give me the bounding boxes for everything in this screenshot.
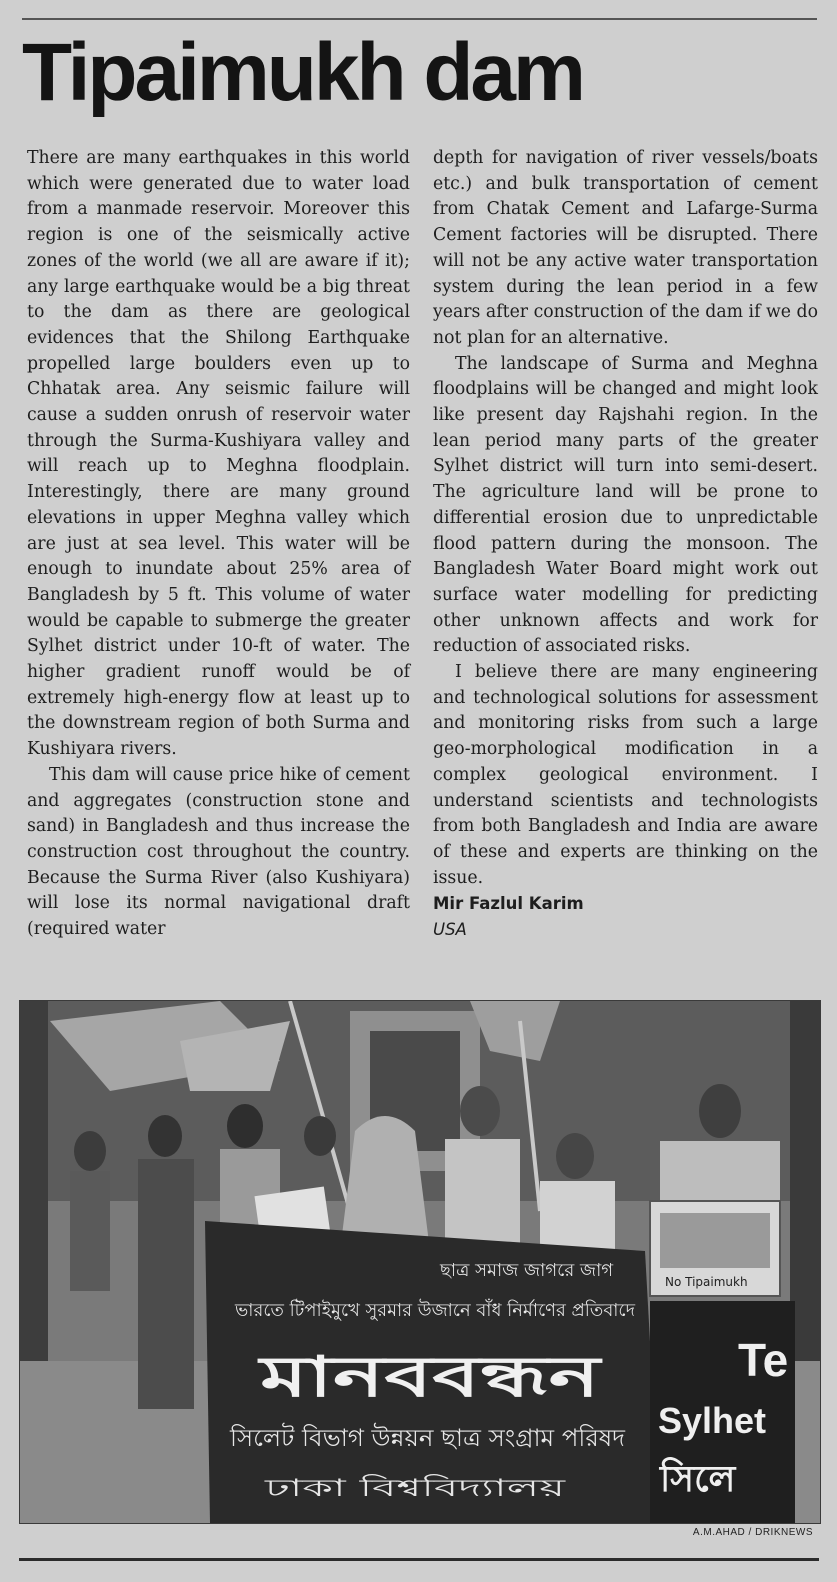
paragraph: depth for navigation of river vessels/boats etc.) and bulk transportation of cement from Chatak Cement and Lafarge-Surma Cement factories will be disrupted. There will not be any active water transportation system during the lean period in a few years after construction of the dam if we do not plan for an alternative.	[433, 148, 818, 348]
photo-credit: A.M.AHAD / DRIKNEWS	[692, 1527, 813, 1538]
paragraph: I believe there are many engineering and technological solutions for assessment and monitoring risks from such a large geo-morphological modification in a complex geological environment. I understand scientists and technologists from both Bangladesh and India are aware of these and experts are thinking on the issue.	[433, 662, 818, 888]
protest-photo	[19, 1000, 821, 1524]
paragraph: There are many earthquakes in this world which were generated due to water load from a manmade reservoir. Moreover this region is one of the seismically active zones of the world (we all are aware if it); any large earthquake would be a big threat to the dam as there are geological evidences that the Shilong Earthquake propelled large boulders even up to Chhatak area. Any seismic failure will cause a sudden onrush of reservoir water through the Surma-Kushiyara valley and will reach up to Meghna floodplain. Interestingly, there are many ground elevations in upper Meghna valley which are just at sea level. This water will be enough to inundate about 25% area of Bangladesh by 5 ft. This volume of water would be capable to submerge the greater Sylhet district under 10-ft of water. The higher gradient runoff would be of extremely high-energy flow at least up to the downstream region of both Surma and Kushiyara rivers.	[27, 148, 410, 760]
banner-line-1: ছাত্র সমাজ জাগরে জাগ	[440, 1260, 614, 1281]
banner-line-3: সিলেট বিভাগ উন্নয়ন ছাত্র সংগ্রাম পরিষদ	[230, 1424, 619, 1452]
bottom-rule	[19, 1558, 819, 1561]
side-sign-2: Sylhet	[658, 1400, 767, 1441]
banner-line-4: ঢাকা বিশ্ববিদ্যালয়	[263, 1474, 567, 1502]
headline: Tipaimukh dam	[22, 27, 583, 118]
banner-main: মানববন্ধন	[256, 1345, 604, 1410]
banner-line-2: ভারতে টিপাইমুখে সুরমার উজানে বাঁধ নির্মাণের প্রতিবাদে	[235, 1300, 639, 1321]
protest-photo-illustration	[20, 1001, 820, 1523]
side-sign-3: সিলে	[660, 1459, 736, 1500]
paragraph: This dam will cause price hike of cement and aggregates (construction stone and sand) in Bangladesh and thus increase the construction cost throughout the country. Because the Surma River (also Kushiyara) will lose its normal navigational draft (required water	[27, 764, 410, 940]
author-name: Mir Fazlul Karim	[433, 894, 584, 914]
right-column	[433, 146, 818, 943]
side-sign-1: Te	[738, 1334, 789, 1386]
author-location: USA	[433, 920, 467, 940]
left-column	[27, 146, 410, 943]
placard-text: No Tipaimukh	[665, 1275, 748, 1289]
paragraph: The landscape of Surma and Meghna floodplains will be changed and might look like present day Rajshahi region. In the lean period many parts of the greater Sylhet district will turn into semi-desert. The agriculture land will be prone to differential erosion due to unpredictable flood pattern during the monsoon. The Bangladesh Water Board might work out surface water modelling for predicting other unknown affects and work for reduction of associated risks.	[433, 353, 818, 657]
